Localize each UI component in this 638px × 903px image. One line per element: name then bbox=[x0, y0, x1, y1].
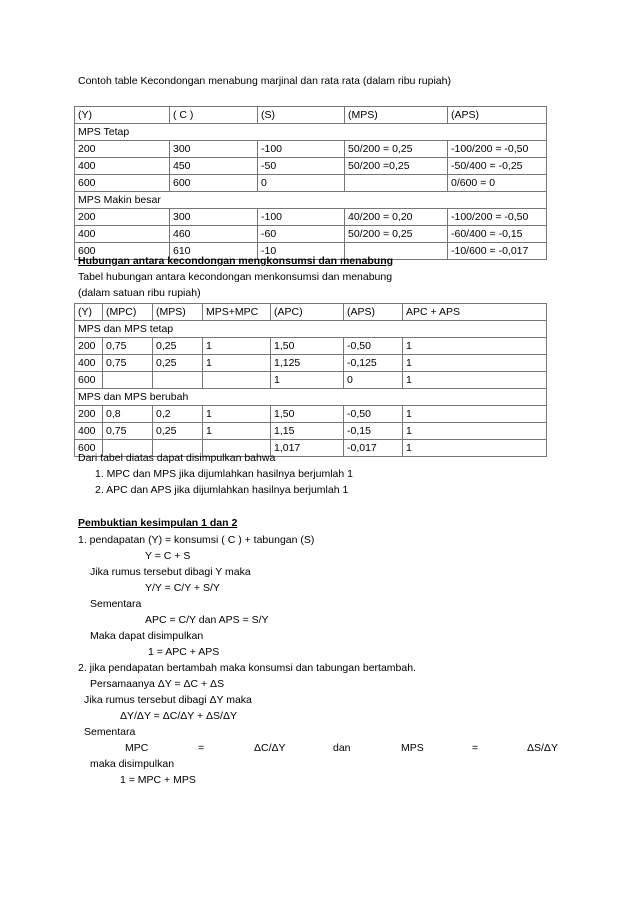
table-row bbox=[75, 423, 547, 440]
proof-line: Sementara bbox=[84, 726, 136, 738]
table-row bbox=[75, 355, 547, 372]
formula-term: = bbox=[198, 742, 205, 754]
table-cell: 50/200 =0,25 bbox=[345, 158, 448, 175]
formula-term: MPS bbox=[401, 742, 424, 754]
table-cell: 0,25 bbox=[153, 355, 203, 372]
header-cell: (Y) bbox=[75, 304, 103, 321]
table-cell: 200 bbox=[75, 338, 103, 355]
formula-term: = bbox=[472, 742, 479, 754]
table-cell bbox=[103, 372, 153, 389]
header-cell: (MPS) bbox=[345, 107, 448, 124]
table-cell: -50/400 = -0,25 bbox=[448, 158, 547, 175]
table-row bbox=[75, 372, 547, 389]
table-cell: 1 bbox=[203, 338, 271, 355]
table-cell: -60/400 = -0,15 bbox=[448, 226, 547, 243]
table-cell: 0,25 bbox=[153, 423, 203, 440]
table-cell: -0,125 bbox=[344, 355, 403, 372]
table-cell: 0,75 bbox=[103, 338, 153, 355]
table-cell: 610 bbox=[170, 243, 258, 260]
table-cell: 1 bbox=[403, 406, 547, 423]
table-cell: 0,25 bbox=[153, 338, 203, 355]
table-cell: 1 bbox=[403, 338, 547, 355]
table-cell: 200 bbox=[75, 209, 170, 226]
header-cell: (APC) bbox=[271, 304, 344, 321]
table-cell: -0,50 bbox=[344, 338, 403, 355]
table-cell: -100/200 = -0,50 bbox=[448, 209, 547, 226]
table-cell: 600 bbox=[170, 175, 258, 192]
table-cell: -0,15 bbox=[344, 423, 403, 440]
table-cell: 0/600 = 0 bbox=[448, 175, 547, 192]
section-label: MPS Makin besar bbox=[75, 192, 547, 209]
header-cell: (MPC) bbox=[103, 304, 153, 321]
table-row bbox=[75, 158, 547, 175]
section-label: MPS Tetap bbox=[75, 124, 547, 141]
formula-term: MPC bbox=[125, 742, 149, 754]
formula-term: ΔC/ΔY bbox=[254, 742, 286, 754]
table-cell: 1 bbox=[271, 372, 344, 389]
proof-line: 1. pendapatan (Y) = konsumsi ( C ) + tabungan (S) bbox=[78, 534, 315, 546]
table-cell: -10 bbox=[258, 243, 345, 260]
section-heading: Hubungan antara kecondongan mengkonsumsi dan menabung bbox=[78, 255, 394, 267]
proof-line: maka disimpulkan bbox=[90, 758, 175, 770]
conclusion-intro: Dari tabel diatas dapat disimpulkan bahwa bbox=[78, 452, 276, 464]
table-cell: 1,50 bbox=[271, 338, 344, 355]
table-cell: 1 bbox=[403, 423, 547, 440]
table-caption: Tabel hubungan antara kecondongan menkonsumsi dan menabung bbox=[78, 271, 393, 283]
table-cell: 600 bbox=[75, 243, 170, 260]
table-cell: 1 bbox=[203, 406, 271, 423]
conclusion-item: 2. APC dan APS jika dijumlahkan hasilnya berjumlah 1 bbox=[95, 484, 349, 496]
table-cell: 400 bbox=[75, 355, 103, 372]
proof-line: Maka dapat disimpulkan bbox=[90, 630, 204, 642]
formula-term: ΔS/ΔY bbox=[527, 742, 558, 754]
table-cell: 1 bbox=[203, 423, 271, 440]
table-row bbox=[75, 175, 547, 192]
table-cell: -100 bbox=[258, 141, 345, 158]
table-caption-unit: (dalam satuan ribu rupiah) bbox=[78, 287, 201, 299]
apc-aps-table bbox=[74, 303, 547, 457]
table-cell: 50/200 = 0,25 bbox=[345, 141, 448, 158]
conclusion-item: 1. MPC dan MPS jika dijumlahkan hasilnya berjumlah 1 bbox=[95, 468, 353, 480]
proof-line: 2. jika pendapatan bertambah maka konsumsi dan tabungan bertambah. bbox=[78, 662, 416, 674]
table-cell: -0,50 bbox=[344, 406, 403, 423]
formula-term: dan bbox=[333, 742, 351, 754]
proof-formula: ΔY/ΔY = ΔC/ΔY + ΔS/ΔY bbox=[120, 710, 237, 722]
table-cell: 200 bbox=[75, 406, 103, 423]
mps-aps-table bbox=[74, 106, 547, 260]
proof-line: Jika rumus tersebut dibagi Y maka bbox=[90, 566, 251, 578]
proof-formula: APC = C/Y dan APS = S/Y bbox=[145, 614, 269, 626]
header-cell: APC + APS bbox=[403, 304, 547, 321]
proof-formula: 1 = MPC + MPS bbox=[120, 774, 196, 786]
section-label: MPS dan MPS tetap bbox=[75, 321, 547, 338]
proof-formula: 1 = APC + APS bbox=[148, 646, 220, 658]
table-cell: 400 bbox=[75, 158, 170, 175]
table-header-row bbox=[75, 304, 547, 321]
header-cell: (MPS) bbox=[153, 304, 203, 321]
table-cell: 1 bbox=[403, 372, 547, 389]
table-row bbox=[75, 226, 547, 243]
table-cell: -0,017 bbox=[344, 440, 403, 457]
section-row bbox=[75, 321, 547, 338]
table-cell: 50/200 = 0,25 bbox=[345, 226, 448, 243]
table-cell: -100 bbox=[258, 209, 345, 226]
table-cell: 0,75 bbox=[103, 355, 153, 372]
table-header-row bbox=[75, 107, 547, 124]
table-cell: 600 bbox=[75, 440, 103, 457]
header-cell: (APS) bbox=[344, 304, 403, 321]
table-cell: 400 bbox=[75, 226, 170, 243]
section-row bbox=[75, 192, 547, 209]
table-cell: 600 bbox=[75, 372, 103, 389]
proof-formula: Persamaanya ΔY = ΔC + ΔS bbox=[90, 678, 225, 690]
proof-formula: Y = C + S bbox=[145, 550, 191, 562]
table-cell: 1,125 bbox=[271, 355, 344, 372]
header-cell: (APS) bbox=[448, 107, 547, 124]
table-cell: 40/200 = 0,20 bbox=[345, 209, 448, 226]
table-cell: 600 bbox=[75, 175, 170, 192]
table-cell bbox=[203, 372, 271, 389]
header-cell: ( C ) bbox=[170, 107, 258, 124]
header-cell: MPS+MPC bbox=[203, 304, 271, 321]
table-cell: 1 bbox=[403, 440, 547, 457]
table-cell: 1 bbox=[203, 355, 271, 372]
table-cell: 460 bbox=[170, 226, 258, 243]
table-cell: -10/600 = -0,017 bbox=[448, 243, 547, 260]
table-cell: 1 bbox=[403, 355, 547, 372]
table-cell: 1,017 bbox=[271, 440, 344, 457]
section-row bbox=[75, 124, 547, 141]
table-cell: 0,2 bbox=[153, 406, 203, 423]
section-label: MPS dan MPS berubah bbox=[75, 389, 547, 406]
table-cell bbox=[345, 175, 448, 192]
table-cell: 200 bbox=[75, 141, 170, 158]
table-row bbox=[75, 209, 547, 226]
table-row bbox=[75, 338, 547, 355]
table-cell: -60 bbox=[258, 226, 345, 243]
table-cell: 400 bbox=[75, 423, 103, 440]
proof-line: Jika rumus tersebut dibagi ΔY maka bbox=[84, 694, 252, 706]
table-cell bbox=[153, 372, 203, 389]
table-cell: 1,15 bbox=[271, 423, 344, 440]
table-row bbox=[75, 141, 547, 158]
document-title: Contoh table Kecondongan menabung marjinal dan rata rata (dalam ribu rupiah) bbox=[78, 75, 451, 87]
table-cell: -50 bbox=[258, 158, 345, 175]
table-cell: 0 bbox=[344, 372, 403, 389]
table-cell: 0,75 bbox=[103, 423, 153, 440]
proof-formula: Y/Y = C/Y + S/Y bbox=[145, 582, 220, 594]
header-cell: (Y) bbox=[75, 107, 170, 124]
table-cell: 300 bbox=[170, 209, 258, 226]
table-cell: 300 bbox=[170, 141, 258, 158]
table-row bbox=[75, 406, 547, 423]
section-row bbox=[75, 389, 547, 406]
table-cell: 450 bbox=[170, 158, 258, 175]
proof-line: Sementara bbox=[90, 598, 142, 610]
table-cell: 0 bbox=[258, 175, 345, 192]
table-cell: 1,50 bbox=[271, 406, 344, 423]
table-cell: -100/200 = -0,50 bbox=[448, 141, 547, 158]
table-cell: 0,8 bbox=[103, 406, 153, 423]
proof-heading: Pembuktian kesimpulan 1 dan 2 bbox=[78, 517, 238, 529]
header-cell: (S) bbox=[258, 107, 345, 124]
